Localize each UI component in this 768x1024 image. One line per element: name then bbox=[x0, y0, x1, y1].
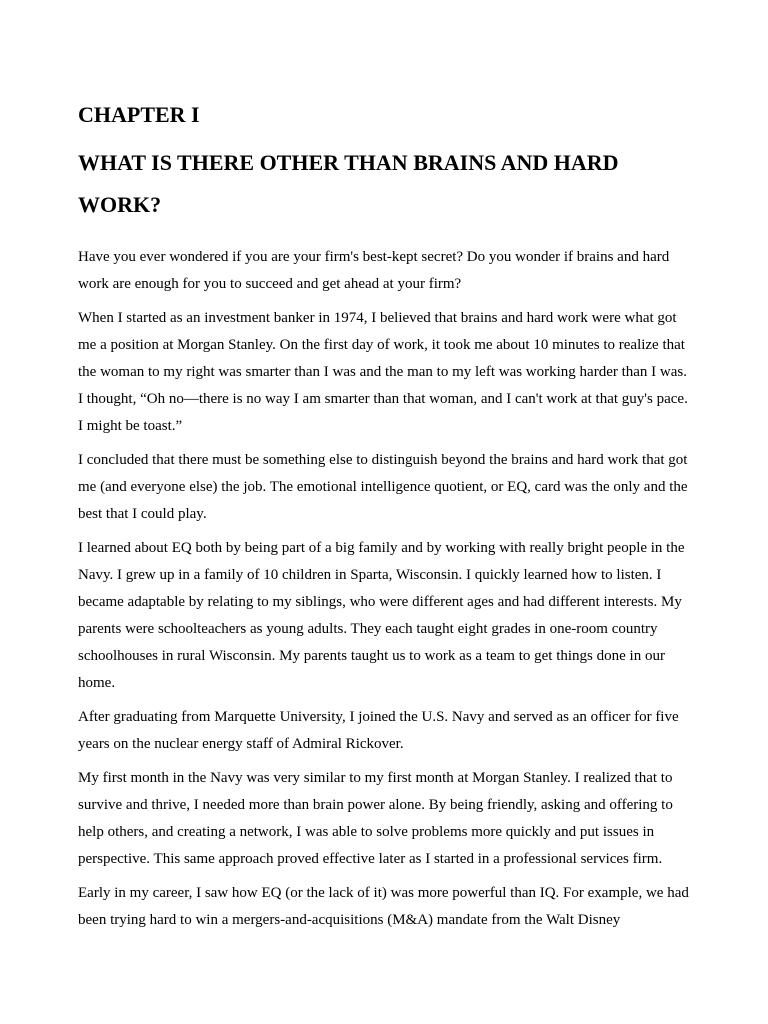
paragraph: I concluded that there must be something else to distinguish beyond the brains and hard work that got me (and everyone else) the job. The emotional intelligence quotient, or EQ, card was the only and the best that I could play. bbox=[78, 452, 688, 522]
paragraph: When I started as an investment banker in 1974, I believed that brains and hard work were what got me a position at Morgan Stanley. On the first day of work, it took me about 10 minutes to realize that the woman to my right was smarter than I was and the man to my left was working harder than I was. I thought, “Oh no—there is no way I am smarter than that woman, and I can't work at that guy's pace. I might be toast.” bbox=[78, 310, 688, 434]
paragraph: Have you ever wondered if you are your firm's best-kept secret? Do you wonder if brains and hard work are enough for you to succeed and get ahead at your firm? bbox=[78, 249, 670, 292]
paragraph: I learned about EQ both by being part of a big family and by working with really bright people in the Navy. I grew up in a family of 10 children in Sparta, Wisconsin. I quickly learned how to listen. I became adaptable by relating to my siblings, who were different ages and had different interests. My parents were schoolteachers as young adults. They each taught eight grades in one-room country schoolhouses in rural Wisconsin. My parents taught us to work as a team to get things done in our home. bbox=[78, 540, 685, 691]
document-page bbox=[78, 100, 690, 941]
chapter-label: CHAPTER I bbox=[78, 102, 200, 127]
paragraph: After graduating from Marquette University, I joined the U.S. Navy and served as an officer for five years on the nuclear energy staff of Admiral Rickover. bbox=[78, 709, 679, 752]
chapter-title: WHAT IS THERE OTHER THAN BRAINS AND HARD WORK? bbox=[78, 150, 619, 217]
body-text bbox=[78, 244, 690, 934]
paragraph: Early in my career, I saw how EQ (or the lack of it) was more powerful than IQ. For example, we had been trying hard to win a mergers-and-acquisitions (M&A) mandate from the Walt Disney bbox=[78, 885, 689, 928]
paragraph: My first month in the Navy was very similar to my first month at Morgan Stanley. I realized that to survive and thrive, I needed more than brain power alone. By being friendly, asking and offering to help others, and creating a network, I was able to solve problems more quickly and put issues in perspective. This same approach proved effective later as I started in a professional services firm. bbox=[78, 770, 673, 867]
